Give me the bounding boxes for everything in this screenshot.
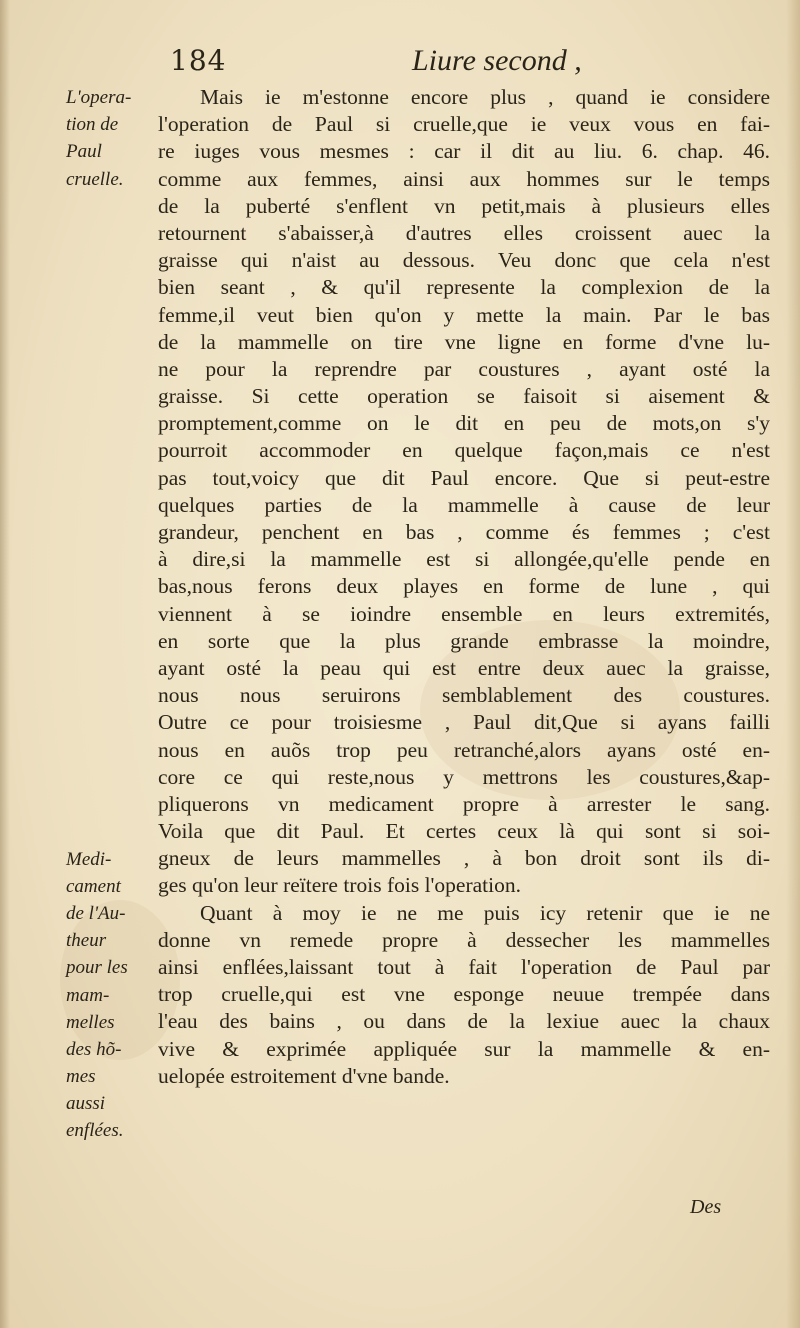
- margin-note-line: enflées.: [66, 1120, 124, 1142]
- text-line: de la mammelle on tire vne ligne en forme d'vne lu-: [158, 329, 770, 354]
- text-line: trop cruelle,qui est vne esponge neuue trempée dans: [158, 982, 770, 1007]
- text-line: quelques parties de la mammelle à cause de leur: [158, 492, 770, 517]
- margin-note-operation: [66, 84, 158, 193]
- text-line: nous en auõs trop peu retranché,alors ayans osté en-: [158, 737, 770, 762]
- text-line: viennent à se ioindre ensemble en leurs extremités,: [158, 601, 770, 626]
- text-line: ainsi enflées,laissant tout à fait l'operation de Paul par: [158, 955, 770, 979]
- text-line: bas,nous ferons deux playes en forme de lune , qui: [158, 574, 770, 599]
- text-line: re iuges vous mesmes : car il dit au liu. 6. chap. 46.: [158, 139, 770, 164]
- margin-note-line: de l'Au-: [66, 902, 126, 924]
- text-line: graisse qui n'aist au dessous. Veu donc que cela n'est: [158, 248, 770, 273]
- margin-note-line: Paul: [66, 141, 102, 163]
- text-line: Outre ce pour troisiesme , Paul dit,Que si ayans failli: [158, 710, 770, 735]
- text-line: Mais ie m'estonne encore plus , quand ie considere: [200, 85, 770, 109]
- page-header: [0, 44, 800, 84]
- margin-note-line: cament: [66, 875, 121, 897]
- text-line: core ce qui reste,nous y mettrons les coustures,&ap-: [158, 764, 770, 789]
- text-line: nous nous seruirons semblablement des coustures.: [158, 683, 770, 708]
- margin-note-line: L'opera-: [66, 87, 132, 108]
- margin-note-line: des hõ-: [66, 1038, 122, 1060]
- body-text: [158, 84, 770, 1090]
- text-line: Voila que dit Paul. Et certes ceux là qui sont si soi-: [158, 819, 770, 844]
- text-line: retournent s'abaisser,à d'autres elles croissent auec la: [158, 220, 770, 245]
- margin-note-line: pour les: [66, 957, 128, 979]
- text-line: ne pour la reprendre par coustures , ayant osté la: [158, 356, 770, 381]
- text-line: uelopée estroitement d'vne bande.: [158, 1063, 450, 1088]
- text-line: donne vn remede propre à dessecher les mammelles: [158, 927, 770, 952]
- text-line: vive & exprimée appliquée sur la mammelle & en-: [158, 1036, 770, 1061]
- text-line: à dire,si la mammelle est si allongée,qu'elle pende en: [158, 547, 770, 572]
- text-line: ges qu'on leur reïtere trois fois l'operation.: [158, 873, 521, 898]
- text-line: Quant à moy ie ne me puis icy retenir que ie ne: [200, 900, 770, 925]
- page-number: 184: [170, 44, 227, 77]
- margin-note-line: melles: [66, 1011, 115, 1033]
- text-line: pas tout,voicy que dit Paul encore. Que si peut-estre: [158, 465, 770, 490]
- margin-note-medicament: [66, 846, 158, 1145]
- margin-note-line: cruelle.: [66, 168, 124, 190]
- margin-note-line: aussi: [66, 1093, 106, 1115]
- text-line: gneux de leurs mammelles , à bon droit sont ils di-: [158, 846, 770, 871]
- text-line: l'operation de Paul si cruelle,que ie veux vous en fai-: [158, 112, 770, 137]
- text-line: femme,il veut bien qu'on y mette la main. Par le bas: [158, 302, 770, 327]
- text-line: l'eau des bains , ou dans de la lexiue auec la chaux: [158, 1009, 770, 1034]
- text-line: pourroit accommoder en quelque façon,mais ce n'est: [158, 438, 770, 463]
- text-line: en sorte que la plus grande embrasse la moindre,: [158, 628, 770, 653]
- catchword: Des: [690, 1196, 722, 1218]
- margin-note-line: theur: [66, 930, 107, 952]
- margin-note-line: mes: [66, 1066, 96, 1088]
- text-line: bien seant , & qu'il represente la complexion de la: [158, 275, 770, 300]
- text-line: ayant osté la peau qui est entre deux auec la graisse,: [158, 655, 770, 680]
- text-line: graisse. Si cette operation se faisoit si aisement &: [158, 384, 770, 409]
- margin-note-line: Medi-: [66, 848, 112, 870]
- text-line: pliquerons vn medicament propre à arrester le sang.: [158, 791, 770, 816]
- running-head: Liure second ,: [412, 44, 582, 77]
- text-line: de la puberté s'enflent vn petit,mais à plusieurs elles: [158, 193, 770, 218]
- text-line: grandeur, penchent en bas , comme és femmes ; c'est: [158, 520, 770, 544]
- margin-note-line: tion de: [66, 114, 119, 136]
- margin-note-line: mam-: [66, 984, 110, 1006]
- text-line: comme aux femmes, ainsi aux hommes sur le temps: [158, 166, 770, 191]
- text-line: promptement,comme on le dit en peu de mots,on s'y: [158, 411, 770, 436]
